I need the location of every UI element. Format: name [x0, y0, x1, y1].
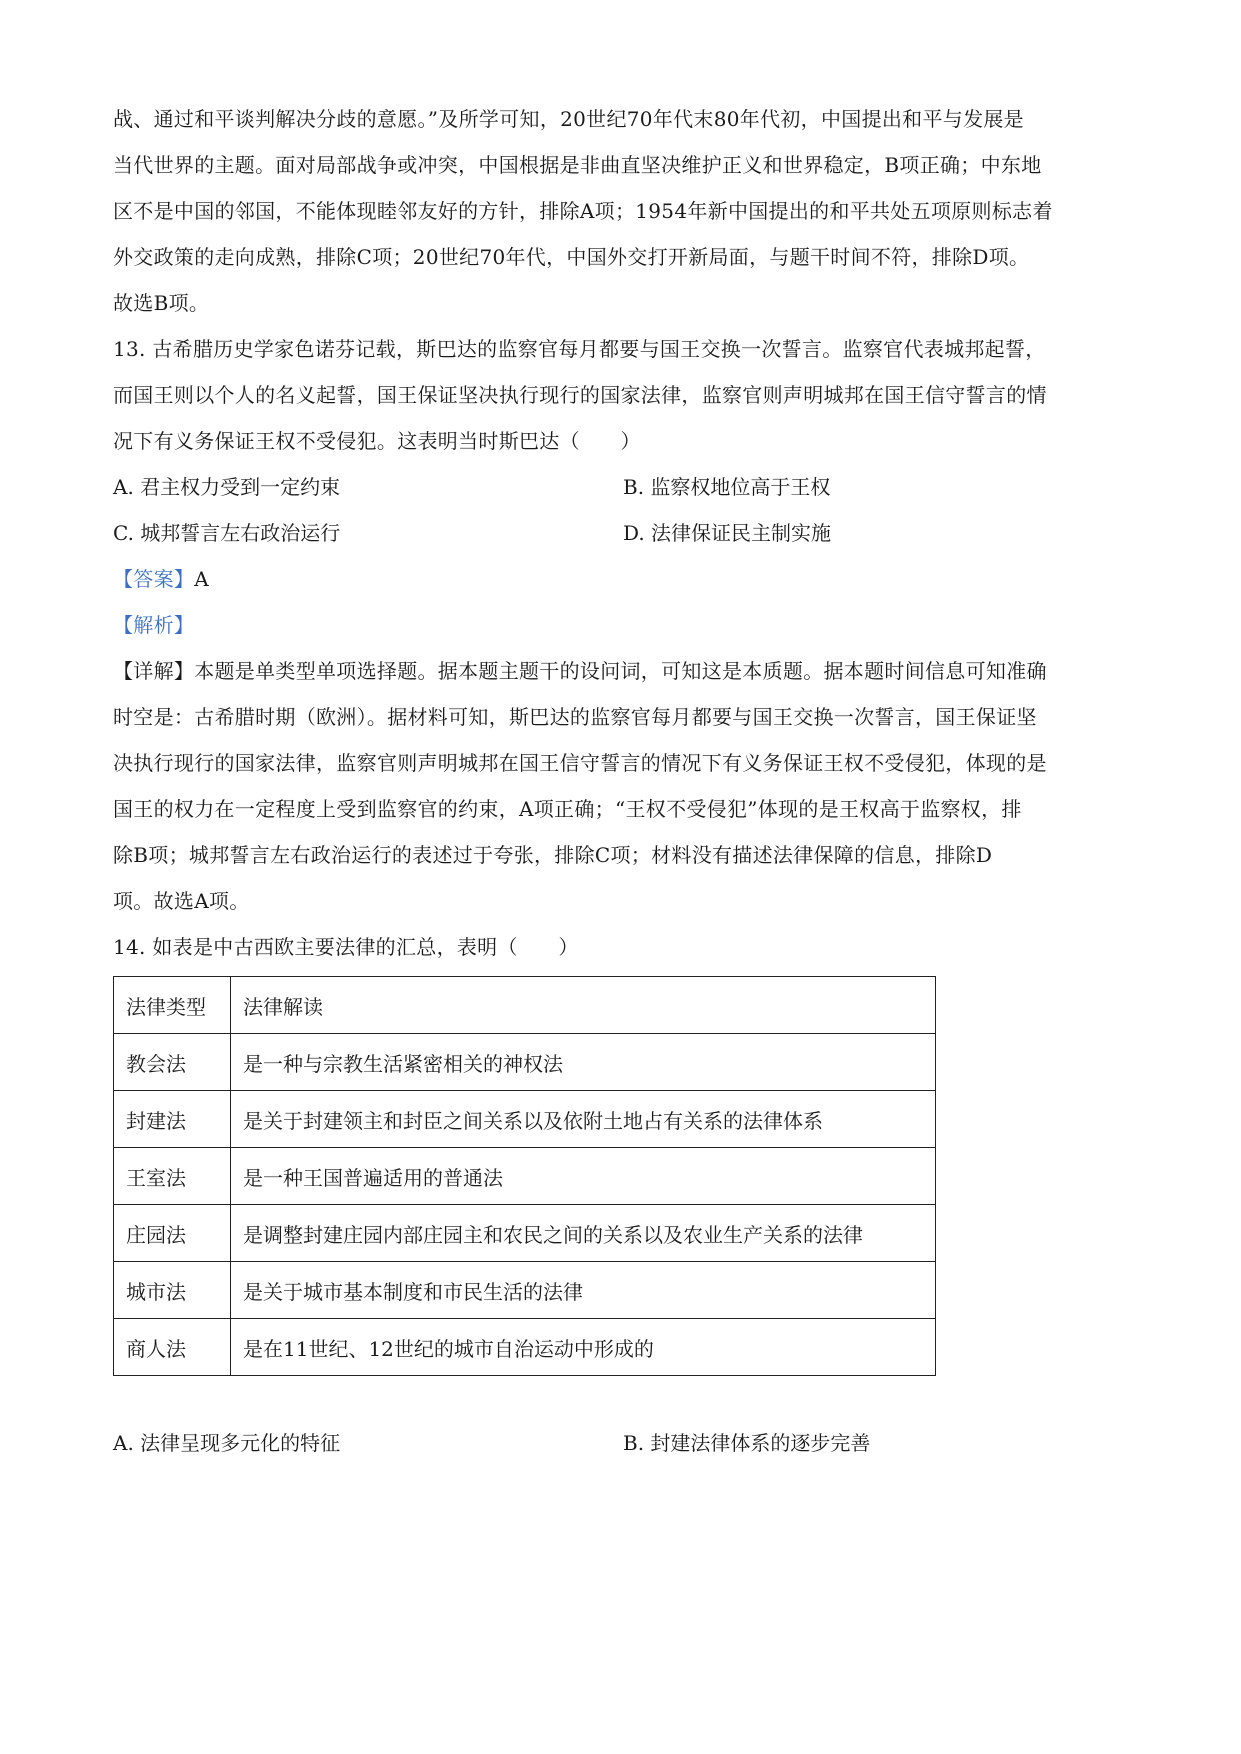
question-13: [113, 326, 1133, 924]
text-line: 当代世界的主题。面对局部战争或冲突，中国根据是非曲直坚决维护正义和世界稳定，B项正确；中东地: [113, 153, 1042, 177]
law-type-cell: 封建法: [114, 1091, 231, 1148]
options-row: [113, 464, 1133, 510]
prev-explanation: [113, 96, 1133, 326]
law-type-cell: 庄园法: [114, 1205, 231, 1262]
analysis-label: 【解析】: [113, 613, 195, 637]
question-14: [113, 924, 1133, 1466]
option-a: A. 君主权力受到一定约束: [113, 475, 341, 499]
table-row: [114, 1262, 936, 1319]
spacer: [113, 1376, 1133, 1420]
options-row: [113, 1420, 1133, 1466]
question-stem-line: 而国王则以个人的名义起誓，国王保证坚决执行现行的国家法律，监察官则声明城邦在国王信守誓言的情: [113, 383, 1047, 407]
law-desc-cell: 是在11世纪、12世纪的城市自治运动中形成的: [231, 1319, 936, 1376]
text-line: 外交政策的走向成熟，排除C项；20世纪70年代，中国外交打开新局面，与题干时间不符，排除D项。: [113, 245, 1030, 269]
option-c: C. 城邦誓言左右政治运行: [113, 521, 341, 545]
table-row: [114, 1319, 936, 1376]
text-line: 战、通过和平谈判解决分歧的意愿。”及所学可知，20世纪70年代末80年代初，中国提出和平与发展是: [113, 107, 1024, 131]
detail-line: 国王的权力在一定程度上受到监察官的约束，A项正确；“王权不受侵犯”体现的是王权高于监察权，排: [113, 797, 1022, 821]
detail-line: 除B项；城邦誓言左右政治运行的表述过于夸张，排除C项；材料没有描述法律保障的信息，排除D: [113, 843, 993, 867]
table-header-cell: 法律类型: [114, 977, 231, 1034]
table-header-row: [114, 977, 936, 1034]
law-type-cell: 教会法: [114, 1034, 231, 1091]
detail-line: 【详解】本题是单类型单项选择题。据本题主题干的设问词，可知这是本质题。据本题时间信息可知准确: [113, 659, 1047, 683]
question-stem-line: 况下有义务保证王权不受侵犯。这表明当时斯巴达（ ）: [113, 429, 641, 453]
detail-line: 时空是：古希腊时期（欧洲）。据材料可知，斯巴达的监察官每月都要与国王交换一次誓言，国王保证坚: [113, 705, 1037, 729]
option-a: A. 法律呈现多元化的特征: [113, 1431, 341, 1455]
option-d: D. 法律保证民主制实施: [623, 521, 832, 545]
option-b: B. 封建法律体系的逐步完善: [623, 1431, 871, 1455]
option-b: B. 监察权地位高于王权: [623, 475, 831, 499]
text-line: 故选B项。: [113, 291, 210, 315]
answer-line: [113, 556, 1133, 602]
laws-table: [113, 976, 936, 1376]
law-desc-cell: 是一种王国普遍适用的普通法: [231, 1148, 936, 1205]
options-row: [113, 510, 1133, 556]
detail-line: 决执行现行的国家法律，监察官则声明城邦在国王信守誓言的情况下有义务保证王权不受侵犯，体现的是: [113, 751, 1047, 775]
table-row: [114, 1205, 936, 1262]
table-header-cell: 法律解读: [231, 977, 936, 1034]
law-desc-cell: 是关于城市基本制度和市民生活的法律: [231, 1262, 936, 1319]
law-desc-cell: 是关于封建领主和封臣之间关系以及依附土地占有关系的法律体系: [231, 1091, 936, 1148]
law-type-cell: 城市法: [114, 1262, 231, 1319]
law-type-cell: 商人法: [114, 1319, 231, 1376]
answer-value: A: [194, 567, 209, 591]
detail-line: 项。故选A项。: [113, 889, 250, 913]
law-desc-cell: 是一种与宗教生活紧密相关的神权法: [231, 1034, 936, 1091]
document-page: [113, 96, 1133, 1466]
question-stem-line: 13. 古希腊历史学家色诺芬记载，斯巴达的监察官每月都要与国王交换一次誓言。监察官代表城邦起誓，: [113, 337, 1046, 361]
question-stem-line: 14. 如表是中古西欧主要法律的汇总，表明（ ）: [113, 935, 579, 959]
answer-label: 【答案】: [113, 567, 195, 591]
law-type-cell: 王室法: [114, 1148, 231, 1205]
text-line: 区不是中国的邻国，不能体现睦邻友好的方针，排除A项；1954年新中国提出的和平共处五项原则标志着: [113, 199, 1053, 223]
table-row: [114, 1091, 936, 1148]
law-desc-cell: 是调整封建庄园内部庄园主和农民之间的关系以及农业生产关系的法律: [231, 1205, 936, 1262]
table-row: [114, 1148, 936, 1205]
table-row: [114, 1034, 936, 1091]
